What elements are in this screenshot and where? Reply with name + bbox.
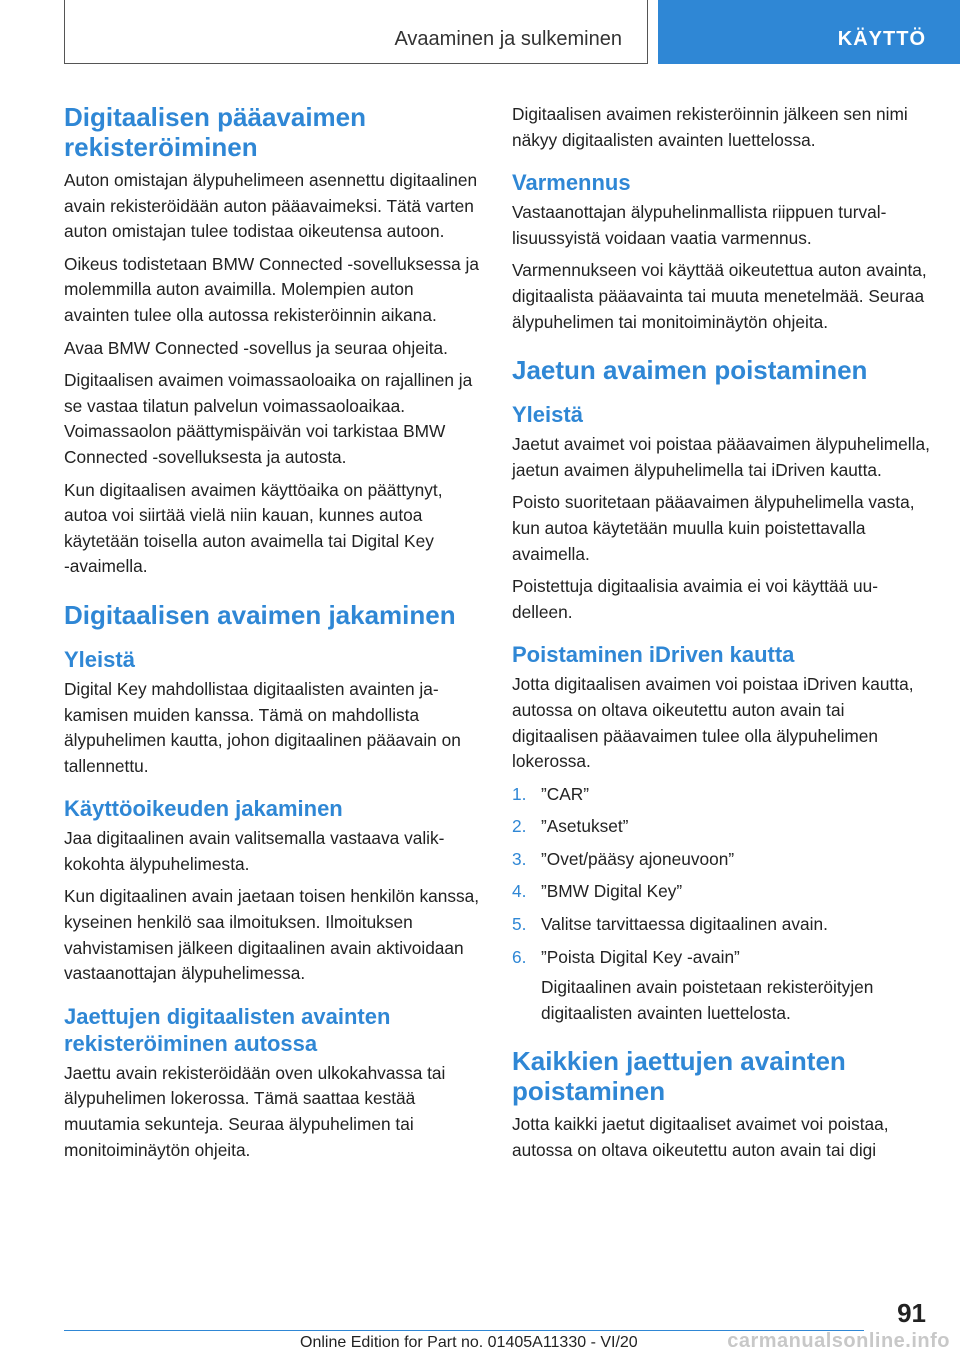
chapter-tab-label: KÄYTTÖ [837,28,926,50]
paragraph: Digitaalisen avaimen rekisteröinnin jälkeen sen nimi näkyy digitaalisten avainten luettelossa. [512,104,908,150]
step-number: 1. [512,783,527,804]
step-number: 5. [512,914,527,935]
list-item [512,847,930,873]
heading-key-sharing: Digitaalisen avaimen jakaminen [64,599,456,630]
list-item [512,879,930,905]
header-section-title: Avaaminen ja sulkeminen [394,28,622,50]
page-number: 91 [897,1298,926,1328]
paragraph: Jaettu avain rekisteröidään oven ulkokahvassa tai älypuhelimen lokerossa. Tämä saattaa kestää muutamia sekunteja. Seuraa älypuhelimen tai monitoiminäytön ohjeita. [64,1062,446,1160]
paragraph: Kun digitaalinen avain jaetaan toisen henkilön kanssa, kyseinen henkilö saa ilmoituksen. Ilmoituksen vahvistamisen jälkeen digitaalinen avain aktivoidaan vastaanottajan älypuhelimessa. [64,886,480,984]
heading-remove-shared-key: Jaetun avaimen poistaminen [512,355,868,386]
list-item [512,814,930,840]
paragraph: Auton omistajan älypuhelimeen asennettu digitaalinen avain rekisteröidään auton pääavaimeksi. Tätä varten auton omistajan tulee todistaa oikeutensa autoon. [64,170,478,242]
paragraph: Digitaalisen avaimen voimassaoloaika on rajallinen ja se vastaa tilatun palvelun voimassaoloaikaa. Voimassaolon päättymispäivän voi tarkistaa BMW Connected ‑sovelluksesta ja autosta. [64,370,473,467]
paragraph: Jotta digitaalisen avaimen voi poistaa iDriven kautta, autossa on oltava oikeutettu auton avain tai digitaalisen pääavaimen tulee olla älypuhelimen lokerossa. [512,674,914,772]
step-text: ”BMW Digital Key” [541,881,683,902]
paragraph: Kun digitaalisen avaimen käyttöaika on päättynyt, autoa voi siirtää vielä niin kauan, kunnes autoa käytetään toisella auton avaimella tai Digital Key ‑avaimella. [64,479,443,577]
subheading-general: Yleistä [512,402,583,428]
right-column [512,102,930,1171]
step-number: 3. [512,848,527,869]
paragraph: Vastaanottajan älypuhelinmallista riippuen turvallisuussyistä voidaan vaatia varmennus. [512,202,887,248]
footer-edition-text: Online Edition for Part no. 01405A11330 - VI/20 [300,1334,638,1351]
paragraph: Oikeus todistetaan BMW Connected ‑sovelluksessa ja molemmilla auton avaimilla. Molempien auton avainten tulee olla autossa rekisteröinnin aikana. [64,253,479,325]
subheading-remove-via-idrive: Poistaminen iDriven kautta [512,642,795,668]
list-item [512,945,930,1027]
list-item [512,912,930,938]
step-number: 4. [512,881,527,902]
heading-digital-master-key-registration: Digitaalisen pääavaimen rekisteröiminen [64,102,367,162]
paragraph: Jaetut avaimet voi poistaa pääavaimen älypuhelimella, jaetun avaimen älypuhelimella tai iDriven kautta. [512,434,930,480]
step-note: Digitaalinen avain poistetaan rekisteröityjen digitaalisten avainten luettelosta. [541,977,874,1023]
paragraph: Varmennukseen voi käyttää oikeutettua auton avainta, digitaalista pääavainta tai muuta menetelmää. Seuraa älypuhelimen tai monitoiminäytön ohjeita. [512,260,927,332]
paragraph: Jaa digitaalinen avain valitsemalla vastaava valikkokohta älypuhelimesta. [64,828,445,874]
subheading-shared-key-registration: Jaettujen digitaalisten avainten rekisteröiminen autossa [64,1003,391,1056]
step-text: ”Poista Digital Key ‑avain” [541,946,740,967]
watermark: carmanualsonline.info [727,1330,950,1352]
subheading-sharing-rights: Käyttöoikeuden jakaminen [64,796,343,822]
paragraph: Digital Key mahdollistaa digitaalisten avainten jakamisen muiden kanssa. Tämä on mahdollista älypuhelimen kautta, johon digitaalinen pääavain on tallennettu. [64,678,461,776]
step-text: ”Ovet/pääsy ajoneuvoon” [541,848,735,869]
subheading-general: Yleistä [64,646,135,672]
list-item [512,782,930,808]
heading-remove-all-shared-keys: Kaikkien jaettujen avainten poistaminen [512,1046,846,1107]
step-text: Valitse tarvittaessa digitaalinen avain. [541,914,828,935]
paragraph: Avaa BMW Connected ‑sovellus ja seuraa ohjeita. [64,337,448,358]
paragraph: Jotta kaikki jaetut digitaaliset avaimet voi poistaa, autossa on oltava oikeutettu auton avain tai digi [512,1114,889,1161]
step-text: ”CAR” [541,783,589,804]
paragraph: Poisto suoritetaan pääavaimen älypuhelimella vasta, kun autoa käytetään muulla kuin poistettavalla avaimella. [512,492,915,564]
paragraph: Poistettuja digitaalisia avaimia ei voi käyttää uudelleen. [512,576,878,622]
step-number: 2. [512,816,527,837]
left-column [64,102,480,1170]
steps-list [512,782,930,1027]
step-text: ”Asetukset” [541,816,629,837]
subheading-verification: Varmennus [512,170,631,196]
header-chapter-tab [658,0,960,64]
step-number: 6. [512,946,527,967]
